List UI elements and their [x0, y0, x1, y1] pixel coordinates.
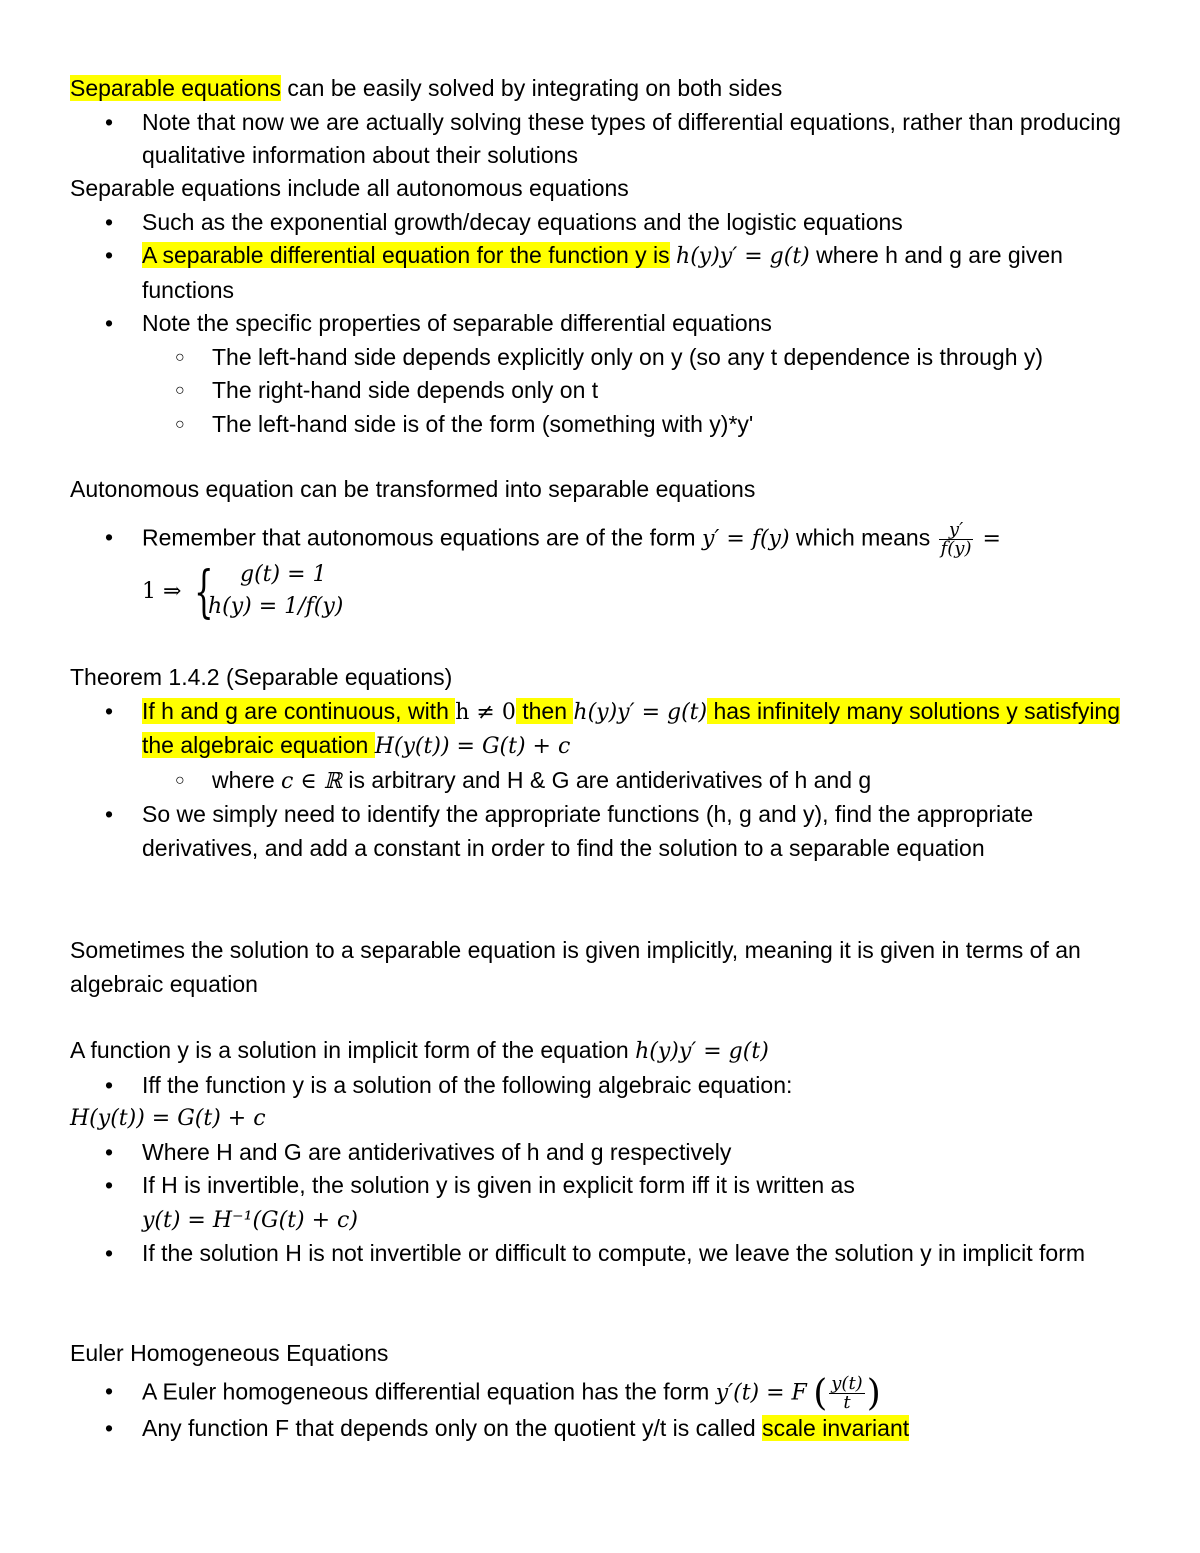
fraction-numerator: y′ — [939, 521, 974, 540]
math-expression: y′ = f(y) — [701, 526, 790, 552]
bullet-text: which means — [789, 524, 937, 551]
section-euler-homogeneous — [0, 1337, 1200, 1445]
sub-bullet-item — [0, 374, 1200, 408]
math-expression: h(y)y′ = g(t) — [573, 699, 708, 725]
bullet-icon: • — [105, 1377, 114, 1404]
fraction-numerator: y(t) — [831, 1372, 863, 1394]
paragraph: Separable equations include all autonomous equations — [70, 175, 629, 201]
sub-bullet-text: The left-hand side is of the form (something with y)*y' — [212, 410, 754, 437]
bullet-text: If H is invertible, the solution y is given in explicit form iff it is written as — [142, 1172, 855, 1198]
paragraph — [0, 72, 1200, 106]
circle-bullet-icon: ○ — [175, 382, 185, 399]
section-autonomous-transform — [0, 473, 1200, 628]
display-equation: H(y(t)) = G(t) + c — [70, 1106, 266, 1131]
bullet-item — [0, 1237, 1200, 1271]
bullet-icon: • — [105, 1240, 114, 1266]
bullet-item — [0, 798, 1200, 865]
math-expression: 1 ⇒ — [142, 578, 182, 604]
bullet-text: If the solution H is not invertible or difficult to compute, we leave the solution y in implicit form — [142, 1240, 1086, 1266]
bullet-icon: • — [105, 1071, 114, 1098]
bullet-icon: • — [105, 242, 114, 268]
bullet-item — [0, 307, 1200, 341]
math-expression: y(t) = H⁻¹(G(t) + c) — [142, 1207, 358, 1233]
bullet-item — [0, 1412, 1200, 1446]
piecewise-system — [0, 558, 1200, 628]
bullet-icon: • — [105, 1414, 114, 1441]
sub-bullet-item — [0, 764, 1200, 799]
bullet-icon: • — [105, 310, 114, 336]
fraction-denominator: t — [843, 1391, 851, 1413]
highlighted-text: If h and g are continuous, with — [142, 697, 456, 724]
highlighted-term: Separable equations — [70, 75, 281, 101]
right-paren-icon: ) — [866, 1372, 881, 1414]
bullet-icon: • — [105, 697, 114, 724]
circle-bullet-icon: ○ — [175, 771, 185, 789]
fraction — [939, 518, 974, 559]
bullet-icon: • — [105, 523, 114, 550]
left-brace-icon: { — [194, 559, 214, 625]
fraction-denominator: f(y) — [940, 537, 972, 559]
highlighted-text: A separable differential equation for the function y is — [142, 242, 670, 268]
bullet-icon: • — [105, 208, 114, 235]
bullet-item — [0, 239, 1200, 307]
bullet-item — [0, 695, 1200, 764]
bullet-item — [0, 1372, 1200, 1414]
math-expression: h(y)y′ = g(t) — [676, 244, 810, 269]
circle-bullet-icon: ○ — [175, 348, 185, 366]
paragraph: Theorem 1.4.2 (Separable equations) — [70, 664, 453, 690]
math-expression: H(y(t)) = G(t) + c — [374, 734, 571, 759]
highlighted-term: scale invariant — [762, 1414, 910, 1441]
bullet-icon: • — [105, 108, 114, 135]
bullet-text: Any function F that depends only on the quotient y/t is called — [142, 1414, 763, 1441]
sub-bullet-item — [0, 408, 1200, 442]
math-expression: h ≠ 0 — [455, 699, 516, 725]
circle-bullet-icon: ○ — [175, 415, 185, 433]
bullet-text: So we simply need to identify the appropriate functions (h, g and y), find the appropriate derivatives, and add a constant in order to find the solution to a separable equation — [142, 801, 1034, 861]
system-case: h(y) = 1/f(y) — [208, 593, 344, 619]
bullet-text: Note the specific properties of separable differential equations — [142, 310, 772, 336]
sub-bullet-text: The left-hand side depends explicitly only on y (so any t dependence is through y) — [212, 343, 1044, 370]
math-expression: = — [975, 526, 1001, 552]
section-theorem — [0, 661, 1200, 865]
highlighted-text: then — [515, 697, 574, 724]
math-expression: c ∈ ℝ — [281, 768, 342, 794]
paragraph-text: can be easily solved by integrating on both sides — [281, 75, 783, 101]
bullet-item — [0, 1069, 1200, 1103]
sub-bullet-text: The right-hand side depends only on t — [212, 377, 599, 403]
bullet-text: Iff the function y is a solution of the following algebraic equation: — [142, 1071, 793, 1098]
bullet-icon: • — [105, 1138, 114, 1165]
highlighted-text: has infinitely many solutions y satisfying the algebraic equation — [142, 697, 1121, 758]
bullet-item — [0, 518, 1200, 559]
paragraph — [0, 1034, 1200, 1069]
section-separable-intro — [0, 72, 1200, 173]
paragraph: Autonomous equation can be transformed into separable equations — [70, 476, 756, 502]
bullet-item — [0, 106, 1200, 173]
section-implicit-form — [0, 1034, 1200, 1271]
bullet-item — [0, 1136, 1200, 1170]
bullet-item — [0, 206, 1200, 240]
bullet-item — [0, 1169, 1200, 1237]
sub-bullet-text: is arbitrary and H & G are antiderivatives of h and g — [341, 766, 872, 793]
bullet-icon: • — [105, 801, 114, 827]
bullet-text: Remember that autonomous equations are of the form — [142, 524, 702, 551]
bullet-text: where h and g are given functions — [142, 242, 1063, 303]
bullet-text: Note that now we are actually solving these types of differential equations, rather than producing qualitative information about their solutions — [142, 108, 1121, 168]
bullet-icon: • — [105, 1172, 114, 1198]
sub-bullet-text: where — [212, 766, 282, 793]
paragraph: Euler Homogeneous Equations — [70, 1340, 389, 1366]
section-separable-autonomous — [0, 172, 1200, 441]
section-implicit-intro — [0, 934, 1200, 1001]
bullet-text: Such as the exponential growth/decay equations and the logistic equations — [142, 208, 903, 235]
fraction — [829, 1372, 864, 1413]
math-expression: h(y)y′ = g(t) — [635, 1039, 769, 1064]
paragraph: Sometimes the solution to a separable equation is given implicitly, meaning it is given in terms of an algebraic equation — [70, 937, 1081, 997]
left-paren-icon: ( — [813, 1372, 828, 1414]
math-expression: y′(t) = F — [715, 1380, 807, 1406]
bullet-text: A Euler homogeneous differential equation has the form — [142, 1378, 716, 1405]
bullet-text: Where H and G are antiderivatives of h and g respectively — [142, 1138, 732, 1165]
sub-bullet-item — [0, 341, 1200, 375]
system-case: g(t) = 1 — [240, 561, 327, 587]
paragraph-text: A function y is a solution in implicit form of the equation — [70, 1037, 636, 1063]
